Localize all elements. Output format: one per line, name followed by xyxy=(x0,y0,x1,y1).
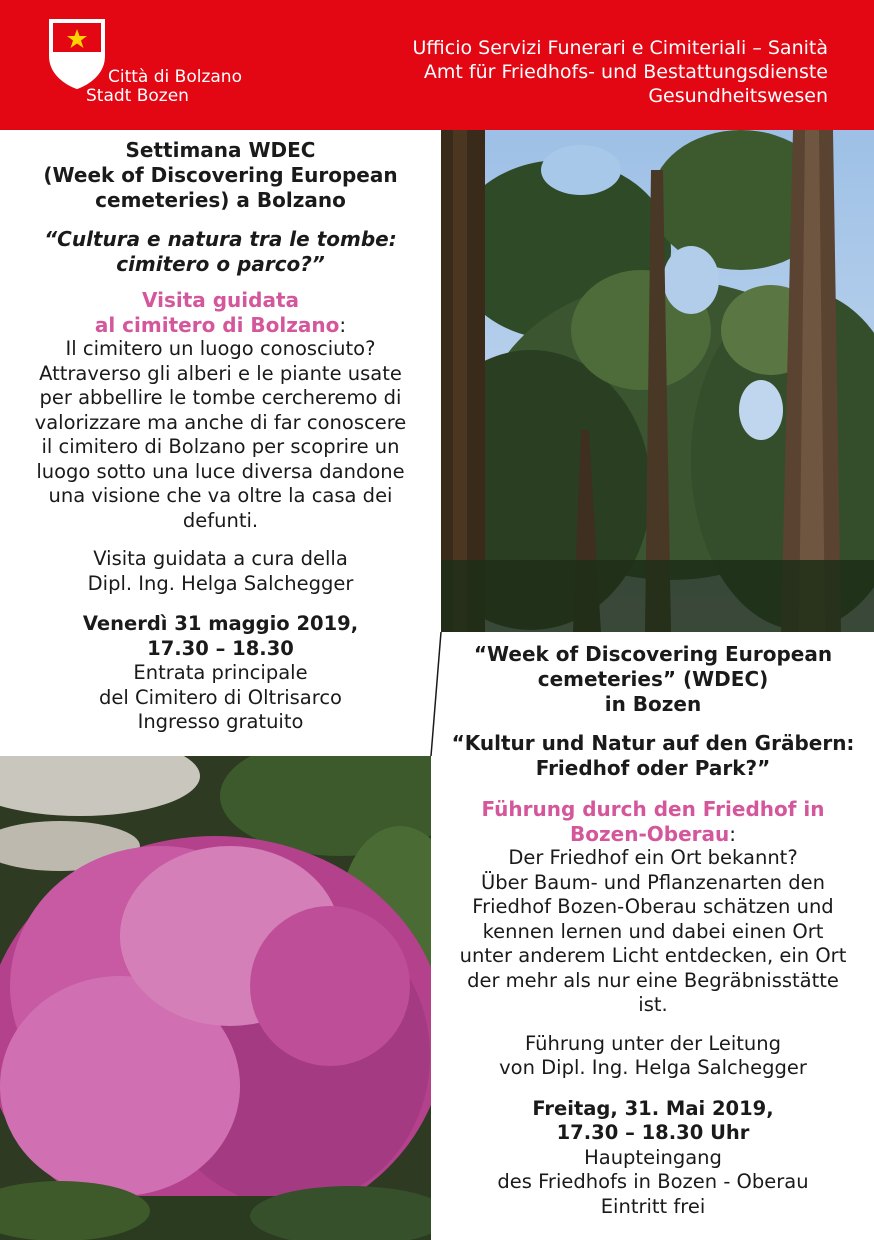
german-guide-line-2: von Dipl. Ing. Helga Salchegger xyxy=(499,1056,807,1079)
office-line-2: Amt für Friedhofs- und Bestattungsdienste xyxy=(423,61,828,83)
italian-place-line-1: Entrata principale xyxy=(133,661,308,684)
german-guide-line-1: Führung unter der Leitung xyxy=(524,1031,782,1055)
italian-visit-colon: : xyxy=(339,312,347,337)
italian-description-line: il cimitero di Bolzano per scoprire un xyxy=(41,435,400,458)
italian-title-line-1: Settimana WDEC xyxy=(125,138,316,162)
italian-visit-heading-line-2: al cimitero di Bolzano xyxy=(94,312,340,337)
italian-title-line-2: (Week of Discovering European xyxy=(43,163,398,187)
german-description-line: kennen lernen und dabei einen Ort xyxy=(482,919,824,943)
italian-section xyxy=(0,138,441,735)
italian-place-line-2: del Cimitero di Oltrisarco xyxy=(99,685,342,709)
italian-visit-heading-line-1: Visita guidata xyxy=(141,288,300,312)
german-date-line-2: 17.30 – 18.30 Uhr xyxy=(556,1121,750,1144)
heather-flowers-photo xyxy=(0,756,431,1240)
german-visit-colon: : xyxy=(729,821,736,846)
german-visit-heading-line-1: Führung durch den Friedhof in xyxy=(481,797,825,821)
cemetery-trees-photo xyxy=(441,130,874,632)
italian-guide xyxy=(0,547,441,596)
german-section xyxy=(432,642,874,1219)
italian-place-line-3: Ingresso gratuito xyxy=(137,710,304,733)
office-line-1: Ufficio Servizi Funerari e Cimiteriali – Sanità xyxy=(412,37,828,59)
german-title-line-1: “Week of Discovering European xyxy=(473,642,833,666)
italian-date xyxy=(0,612,441,661)
brand-name xyxy=(86,68,242,106)
german-place xyxy=(432,1146,874,1220)
italian-place xyxy=(0,661,441,735)
german-place-line-3: Eintritt frei xyxy=(600,1194,706,1218)
italian-description-line: defunti. xyxy=(182,508,259,532)
italian-description-line: luogo sotto una luce diversa dandone xyxy=(36,459,405,483)
german-motto-line-1: “Kultur und Natur auf den Gräbern: xyxy=(451,731,855,755)
italian-date-line-2: 17.30 – 18.30 xyxy=(147,636,294,660)
german-description-line: ist. xyxy=(638,993,668,1016)
italian-description-line: Attraverso gli alberi e le piante usate xyxy=(39,361,402,385)
italian-description-line: Il cimitero un luogo conosciuto? xyxy=(65,337,376,360)
german-title xyxy=(432,642,874,717)
german-date-line-1: Freitag, 31. Mai 2019, xyxy=(532,1096,774,1120)
german-title-line-2: cemeteries” (WDEC) xyxy=(537,667,769,691)
italian-motto xyxy=(0,227,441,277)
italian-description-line: per abbellire le tombe cercheremo di xyxy=(39,386,402,409)
german-place-line-1: Haupteingang xyxy=(584,1145,722,1169)
german-description-line: Friedhof Bozen-Oberau schätzen und xyxy=(472,895,834,918)
german-title-line-3: in Bozen xyxy=(604,692,702,716)
italian-visit-heading xyxy=(0,288,441,337)
office-name xyxy=(413,36,828,108)
german-description-line: unter anderem Licht entdecken, ein Ort xyxy=(459,944,847,967)
italian-title xyxy=(0,138,441,213)
italian-description-line: una visione che va oltre la casa dei xyxy=(48,484,393,507)
german-date xyxy=(432,1097,874,1146)
german-description-line: Über Baum- und Pflanzenarten den xyxy=(481,870,825,894)
german-guide xyxy=(432,1032,874,1081)
italian-title-line-3: cemeteries) a Bolzano xyxy=(95,188,346,212)
german-motto-line-2: Friedhof oder Park?” xyxy=(535,756,771,780)
italian-guide-line-2: Dipl. Ing. Helga Salchegger xyxy=(87,571,354,595)
brand-line-italian: Città di Bolzano xyxy=(108,67,242,87)
italian-guide-line-1: Visita guidata a cura della xyxy=(93,547,348,570)
italian-date-line-1: Venerdì 31 maggio 2019, xyxy=(82,612,359,635)
italian-motto-line-1: “Cultura e natura tra le tombe: xyxy=(44,227,397,251)
german-motto xyxy=(432,731,874,781)
office-line-3: Gesundheitswesen xyxy=(648,85,828,107)
brand-line-german: Stadt Bozen xyxy=(86,86,189,106)
italian-motto-line-2: cimitero o parco?” xyxy=(116,252,325,276)
german-description-line: der mehr als nur eine Begräbnisstätte xyxy=(467,968,839,992)
italian-description-line: valorizzare ma anche di far conoscere xyxy=(34,410,407,434)
german-visit-heading-line-2: Bozen-Oberau xyxy=(570,821,730,846)
german-visit-heading xyxy=(432,797,874,846)
header-bar xyxy=(0,0,874,130)
italian-description xyxy=(0,337,441,533)
german-place-line-2: des Friedhofs in Bozen - Oberau xyxy=(497,1170,809,1193)
german-description xyxy=(432,846,874,1018)
german-description-line: Der Friedhof ein Ort bekannt? xyxy=(508,846,798,869)
